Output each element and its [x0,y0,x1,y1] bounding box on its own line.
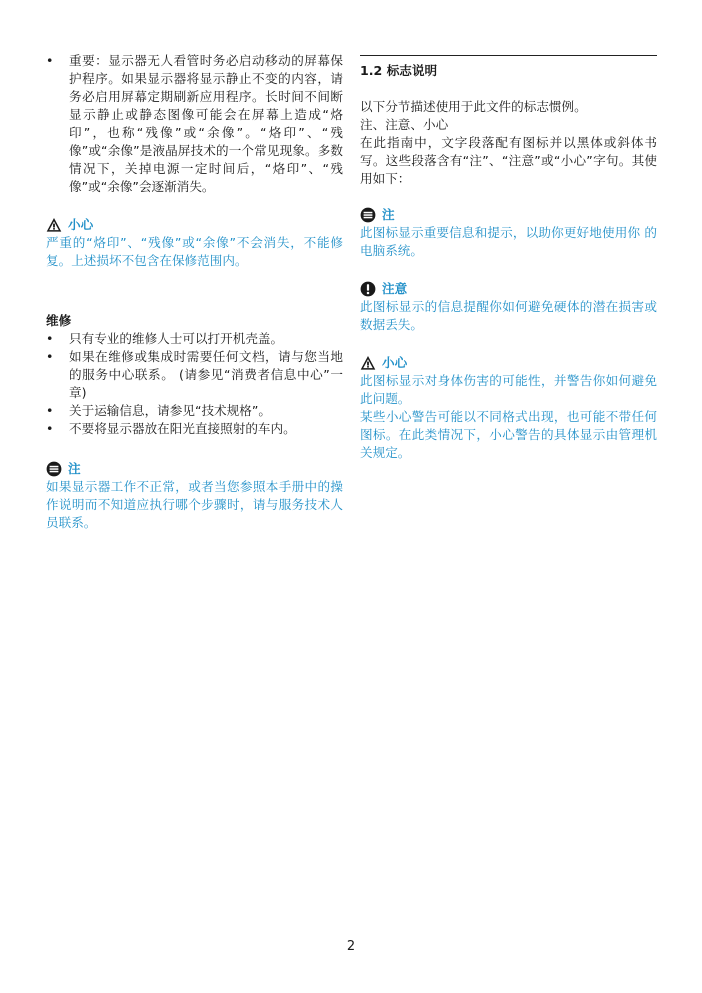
note-icon [360,207,376,223]
list-item: • 不要将显示器放在阳光直接照射的车内。 [46,420,343,438]
maintenance-title: 维修 [46,313,72,328]
caution-text-extra: 某些小心警告可能以不同格式出现，也可能不带任何图标。在此类情况下，小心警告的具体显示由管理机关规定。 [360,409,657,460]
maintenance-list [46,330,343,438]
section-rule [360,55,657,56]
caution-heading [46,216,343,234]
caution-text: 严重的“烙印”、“残像”或“余像”不会消失，不能修复。上述损坏不包含在保修范围内。 [46,235,343,268]
note-text: 如果显示器工作不正常，或者当您参照本手册中的操作说明而不知道应执行哪个步骤时，请与服务技术人员联系。 [46,479,343,530]
section-heading: 1.2 标志说明 [360,63,438,78]
attention-title: 注意 [382,281,408,296]
caution-title: 小心 [68,217,94,232]
list-item: • 重要：显示器无人看管时务必启动移动的屏幕保护程序。如果显示器将显示静止不变的内容，请务必启用屏幕定期刷新应用程序。长时间不间断显示静止或静态图像可能会在屏幕上造成“烙印”，也称“残像”或“余像”。“烙印”、“残像”或“余像”是液晶屏技术的一个常见现象。多数情况下，关掉电源一定时间后，“烙印”、“残像”或“余像”会逐渐消失。 [46,52,343,196]
note-heading [360,206,657,224]
note-title: 注 [382,207,395,222]
note-heading [46,460,343,478]
right-column [360,52,657,462]
attention-text: 此图标显示的信息提醒你如何避免硬体的潜在损害或 数据丢失。 [360,299,657,332]
burn-in-bullet-list [46,52,343,196]
exclamation-icon [360,281,376,297]
intro-description: 在此指南中，文字段落配有图标并以黑体或斜体书写。这些段落含有“注”、“注意”或“小心”字句。其使用如下： [360,135,657,186]
warning-triangle-icon [46,217,62,233]
note-title: 注 [68,461,81,476]
page-number: 2 [346,939,356,954]
list-item: • 如果在维修或集成时需要任何文档，请与您当地的服务中心联系。 (请参见“消费者信息中心”一章) [46,348,343,402]
caution-text: 此图标显示对身体伤害的可能性，并警告你如何避免 此问题。 [360,373,657,406]
list-item: • 只有专业的维修人士可以打开机壳盖。 [46,330,343,348]
note-text: 此图标显示重要信息和提示，以助你更好地使用你 的电脑系统。 [360,225,657,258]
attention-heading [360,280,657,298]
note-icon [46,461,62,477]
caution-title: 小心 [382,355,408,370]
list-item: • 关于运输信息，请参见“技术规格”。 [46,402,343,420]
warning-triangle-icon [360,355,376,371]
left-column [46,52,343,532]
caution-heading [360,354,657,372]
intro-types: 注、注意、小心 [360,117,449,132]
intro-line: 以下分节描述使用于此文件的标志惯例。 [360,99,587,114]
